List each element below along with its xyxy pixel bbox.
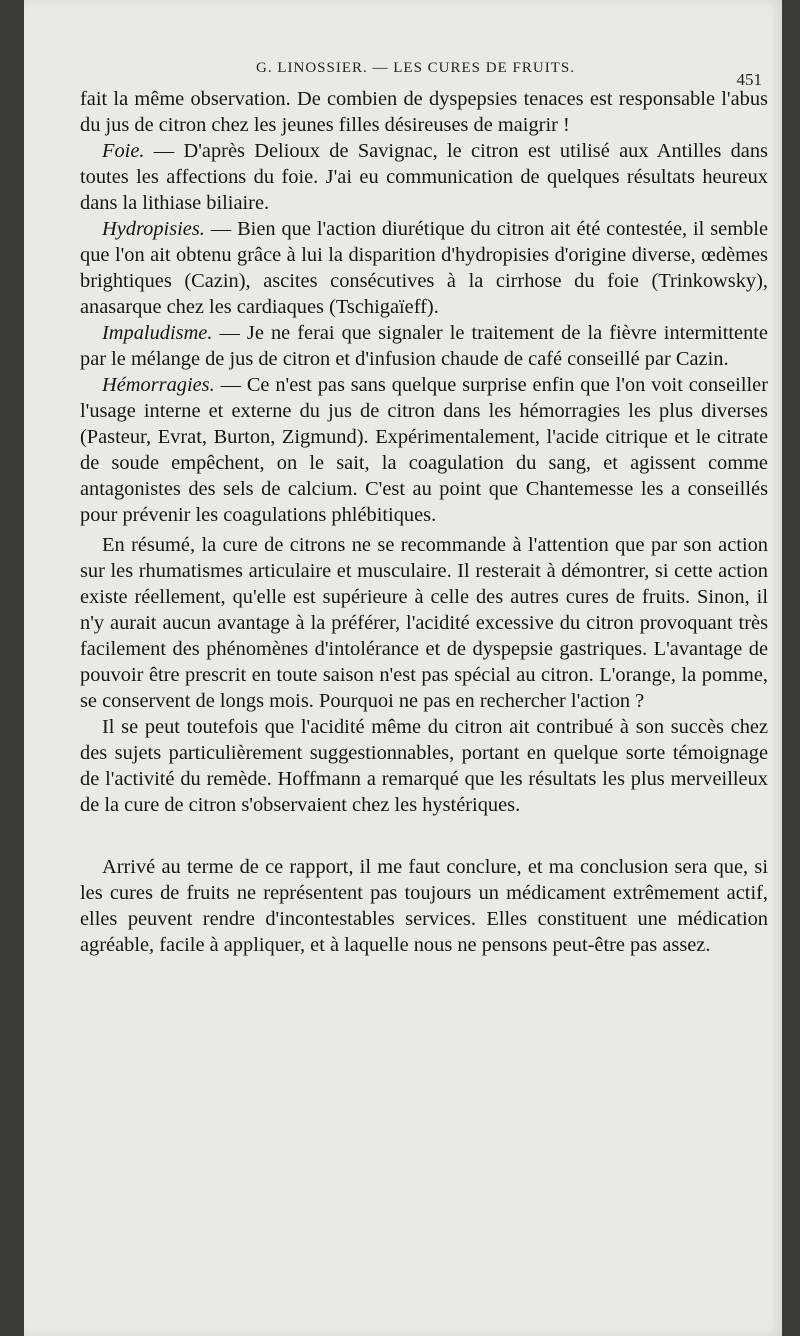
paragraph-impaludisme: [80, 320, 768, 372]
paragraph-text: — Ce n'est pas sans quelque surprise enfin que l'on voit conseiller l'usage interne et externe du jus de citron dans les hémorragies les plus diverses (Pasteur, Evrat, Burton, Zigmund). Expérimentalement, l'acide citrique et le citrate de soude empêchent, on le sait, la coagulation du sang, et agissent comme antagonistes des sels de calcium. C'est au point que Chantemesse les a conseillés pour prévenir les coagulations phlébitiques.: [80, 374, 768, 526]
book-page: [24, 0, 782, 1336]
paragraph-subject: Foie.: [102, 140, 145, 162]
paragraph-subject: Hydropisies.: [102, 218, 205, 240]
spacer: [80, 818, 768, 854]
running-head: G. LINOSSIER. — LES CURES DE FRUITS.: [256, 60, 575, 76]
paragraph-text: — Bien que l'action diurétique du citron ait été contestée, il semble que l'on ait obtenu grâce à lui la disparition d'hydropisies d'origine diverse, œdèmes brightiques (Cazin), ascites consécutives à la cirrhose du foie (Trinkowsky), anasarque chez les cardiaques (Tschigaïeff).: [80, 218, 768, 318]
paragraph-text: — Je ne ferai que signaler le traitement de la fièvre intermittente par le mélange de jus de citron et d'infusion chaude de café conseillé par Cazin.: [80, 322, 768, 370]
paragraph-text: Arrivé au terme de ce rapport, il me faut conclure, et ma conclusion sera que, si les cures de fruits ne représentent pas toujours un médicament extrêmement actif, elles peuvent rendre d'incontestables services. Elles constituent une médication agréable, facile à appliquer, et à laquelle nous ne pensons peut-être pas assez.: [80, 856, 768, 956]
paragraph-hemorragies: [80, 372, 768, 528]
paragraph-conclusion: [80, 854, 768, 958]
paragraph-text: En résumé, la cure de citrons ne se recommande à l'attention que par son action sur les rhumatismes articulaire et musculaire. Il resterait à démontrer, si cette action existe réellement, qu'elle est supérieure à celle des autres cures de fruits. Sinon, il n'y aurait aucun avantage à la préférer, l'acidité excessive du citron provoquant très facilement des phénomènes d'intolérance et de dyspepsie gastriques. L'avantage de pouvoir être prescrit en toute saison n'est pas spécial au citron. L'orange, la pomme, se conservent de longs mois. Pourquoi ne pas en rechercher l'action ?: [80, 534, 768, 712]
paragraph-subject: Impaludisme.: [102, 322, 213, 344]
paragraph-subject: Hémorragies.: [102, 374, 215, 396]
paragraph-text: Il se peut toutefois que l'acidité même du citron ait contribué à son succès chez des sujets particulièrement suggestionnables, portant en quelque sorte témoignage de l'activité du remède. Hoffmann a remarqué que les résultats les plus merveilleux de la cure de citron s'observaient chez les hystériques.: [80, 716, 768, 816]
paragraph: [80, 86, 768, 138]
page-header: [24, 56, 782, 89]
paragraph-hydropisies: [80, 216, 768, 320]
paragraph-text: fait la même observation. De combien de dyspepsies tenaces est responsable l'abus du jus de citron chez les jeunes filles désireuses de maigrir !: [80, 88, 768, 136]
paragraph-foie: [80, 138, 768, 216]
paragraph-acidite: [80, 714, 768, 818]
paragraph-resume: [80, 532, 768, 714]
page-number: 451: [736, 70, 762, 89]
body-text: [80, 86, 768, 958]
paragraph-text: — D'après Delioux de Savignac, le citron est utilisé aux Antilles dans toutes les affections du foie. J'ai eu communication de quelques résultats heureux dans la lithiase biliaire.: [80, 140, 768, 214]
